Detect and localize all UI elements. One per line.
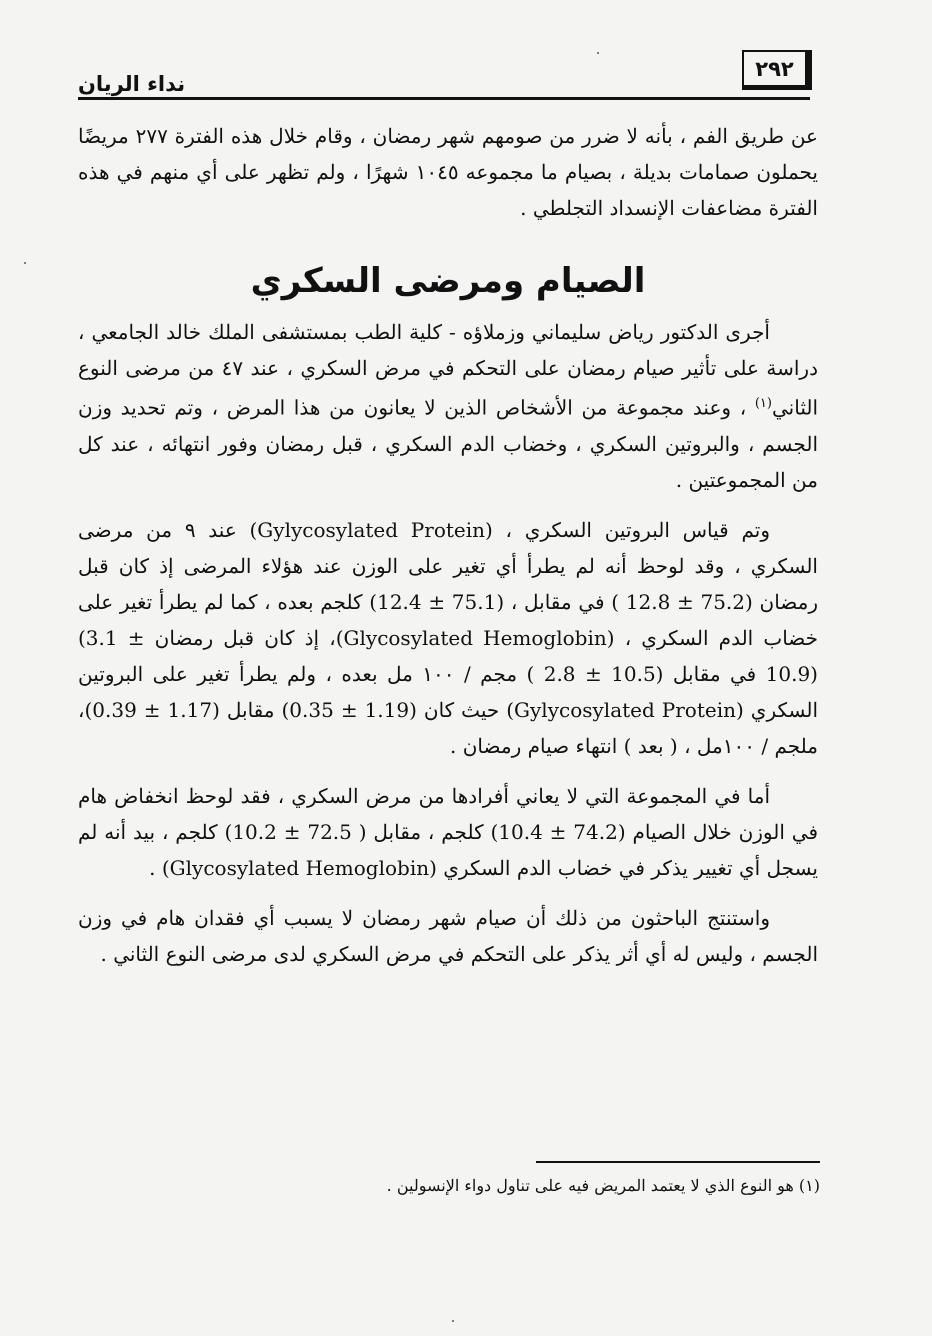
p3-text-4: .: [149, 855, 162, 880]
p2-text-10: ، ملجم / ١٠٠مل ، ( بعد ) انتهاء صيام رمضان .: [78, 697, 818, 758]
page-number: ٢٩٢: [742, 50, 812, 90]
footnote: (١) هو النوع الذي لا يعتمد المريض فيه على تناول دواء الإنسولين .: [386, 1176, 820, 1195]
value-hemoglobin-before: (3.1 ± 10.9): [78, 625, 818, 686]
p2-text-6: في مقابل: [663, 661, 766, 686]
header-rule: [78, 97, 810, 100]
value-hemoglobin-after: ( 2.8 ± 10.5): [526, 661, 664, 686]
p3-text-3: كلجم ، بيد أنه لم يسجل أي تغيير يذكر في خضاب الدم السكري: [78, 819, 818, 880]
value-weight-after: (12.4 ± 75.1): [369, 589, 505, 614]
value-protein-before: (0.35 ± 1.19): [281, 697, 417, 722]
scan-speck: [597, 52, 599, 54]
paragraph-4: واستنتج الباحثون من ذلك أن صيام شهر رمضان لا يسبب أي فقدان هام في وزن الجسم ، وليس له أي أثر يذكر على التحكم في مرض السكري لدى مرضى النوع الثاني .: [78, 905, 818, 966]
paragraph-1: [78, 314, 818, 498]
p2-text-2: عند ٩ من مرضى السكري ، وقد لوحظ أنه لم يطرأ أي تغير على الوزن عند هؤلاء المرضى إذ كان قبل رمضان: [78, 517, 819, 614]
paragraph-1-part-1: أجرى الدكتور رياض سليماني وزملاؤه - كلية الطب بمستشفى الملك خالد الجامعي ، دراسة على تأثير صيام رمضان على التحكم في مرض السكري ، عند ٤٧ من مرضى النوع الثاني: [78, 320, 818, 420]
term-glycosylated-hemoglobin-2: (Glycosylated Hemoglobin): [161, 855, 437, 880]
p2-text-8: حيث كان: [416, 697, 507, 722]
p2-text-7: مجم / ١٠٠ مل بعده ، ولم يطرأ تغير على البروتين السكري: [78, 661, 819, 722]
term-glycosylated-hemoglobin: (Glycosylated Hemoglobin): [335, 625, 615, 650]
running-title: نداء الريان: [78, 72, 186, 96]
p2-text-9: مقابل: [219, 697, 282, 722]
footnote-rule: [536, 1161, 820, 1163]
p3-text-2: كلجم ، مقابل: [366, 819, 491, 844]
body-paragraphs: [78, 314, 818, 972]
scan-speck: [24, 262, 26, 264]
term-glycosylated-protein: (Gylycosylated Protein): [249, 517, 493, 542]
paragraph-1-part-2: ، وعند مجموعة من الأشخاص الذين لا يعانون من هذا المرض ، وتم تحديد وزن الجسم ، والبروتين السكري ، وخضاب الدم السكري ، قبل رمضان وفور انتهائه ، عند كل من المجموعتين .: [78, 395, 818, 492]
value-weight-before: ( 12.8 ± 75.2): [611, 589, 753, 614]
p2-text-1: وتم قياس البروتين السكري ،: [492, 517, 771, 542]
p2-text-3: في مقابل ،: [504, 589, 612, 614]
p3-text-1: أما في المجموعة التي لا يعاني أفرادها من مرض السكري ، فقد لوحظ انخفاض هام في الوزن خلال الصيام: [78, 783, 819, 844]
footnote-reference: (١): [754, 396, 772, 411]
p2-text-5: ، إذ كان قبل رمضان: [144, 625, 336, 650]
value-protein-after: (0.39 ± 1.17): [84, 697, 220, 722]
value-control-weight-during: (10.4 ± 74.2): [490, 819, 626, 844]
continuation-text: عن طريق الفم ، بأنه لا ضرر من صومهم شهر رمضان ، وقام خلال هذه الفترة ٢٧٧ مريضًا يحملون صمامات بديلة ، بصيام ما مجموعه ١٠٤٥ شهرًا ، ولم تظهر على أي منهم في هذه الفترة مضاعفات الإنسداد التجلطي .: [78, 124, 818, 220]
value-control-weight-after: (10.2 ± 72.5 ): [224, 819, 367, 844]
paragraph-2: [78, 512, 818, 764]
page-header: [78, 50, 812, 96]
p2-text-4: كلجم بعده ، كما لم يطرأ تغير على خضاب الدم السكري ،: [78, 589, 818, 650]
continuation-paragraph: [78, 118, 818, 226]
section-title: الصيام ومرضى السكري: [250, 261, 646, 301]
term-glycosylated-protein-2: (Gylycosylated Protein): [506, 697, 744, 722]
paragraph-3: [78, 778, 818, 886]
scan-speck: [452, 1320, 454, 1322]
